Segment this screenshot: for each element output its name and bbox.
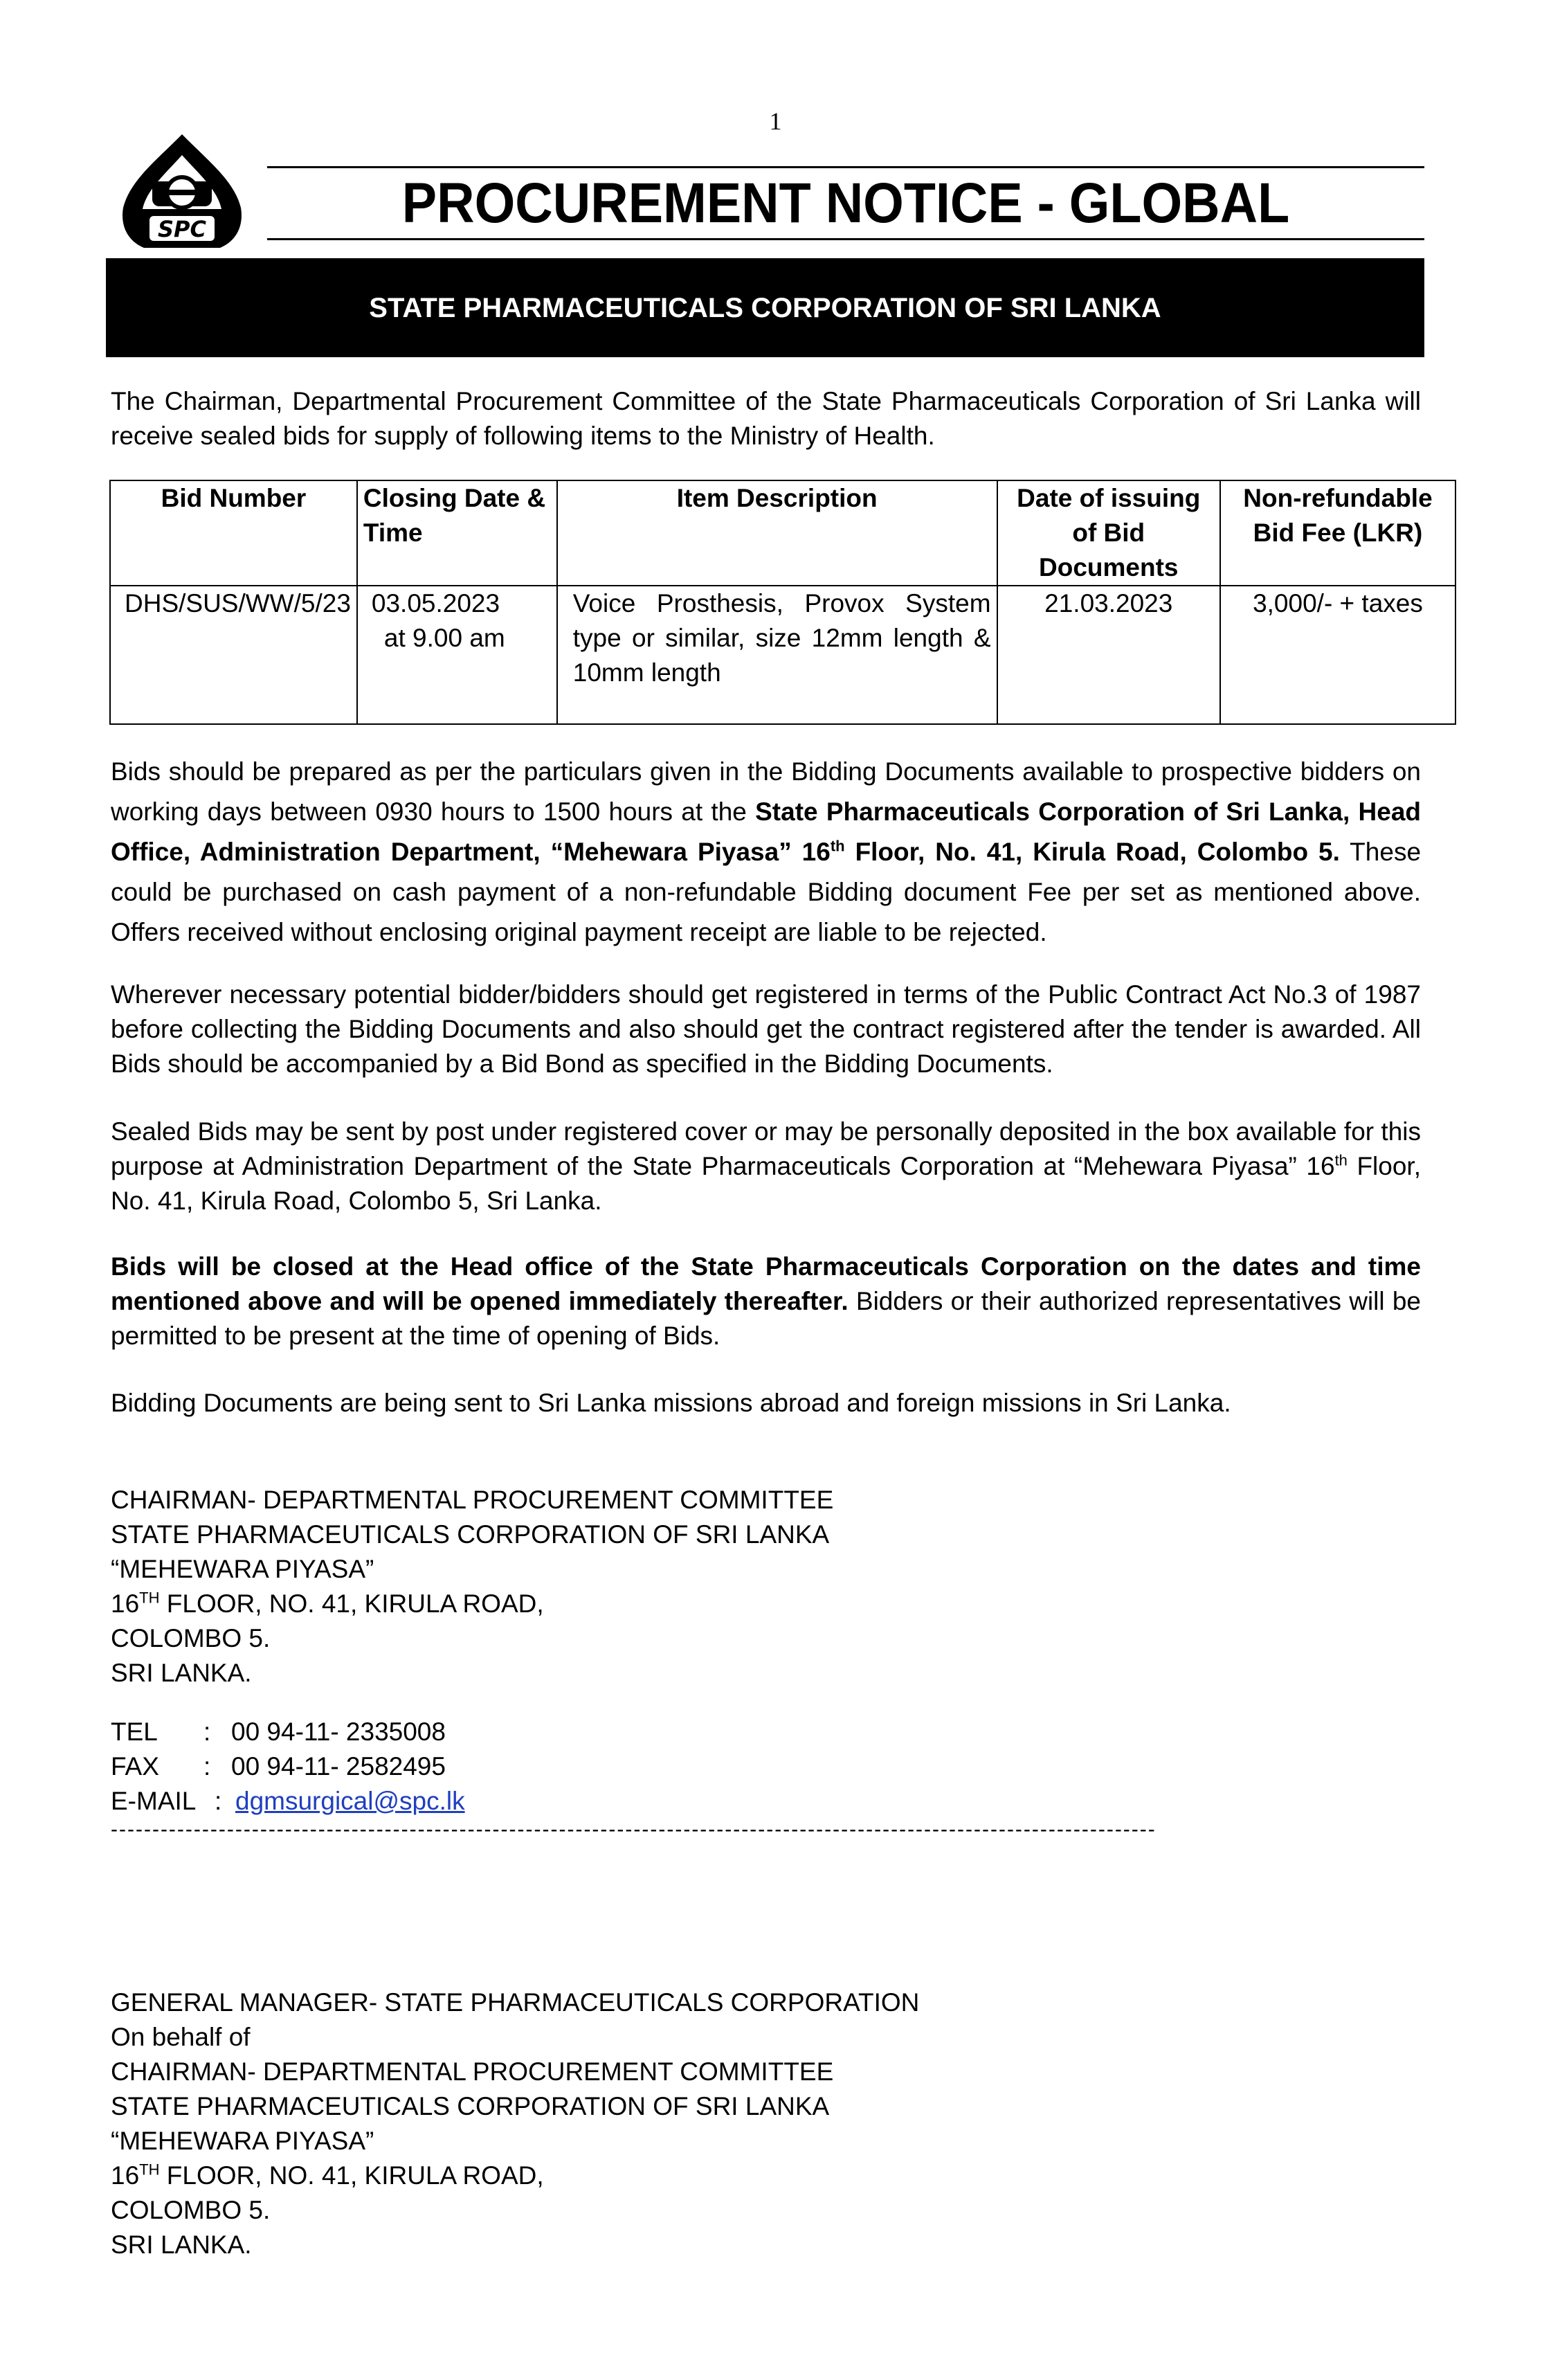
- col-header-fee: Non-refundable Bid Fee (LKR): [1220, 480, 1455, 586]
- logo-text: SPC: [158, 216, 206, 242]
- address-line: CHAIRMAN- DEPARTMENTAL PROCUREMENT COMMITTEE: [111, 2057, 834, 2086]
- para1-sup: th: [830, 837, 845, 855]
- address-line: COLOMBO 5.: [111, 2196, 271, 2224]
- address-floor-sup: TH: [139, 2161, 160, 2179]
- title-rule-bottom: [267, 238, 1424, 240]
- email-link[interactable]: dgmsurgical@spc.lk: [235, 1787, 465, 1815]
- cell-closing: [357, 586, 557, 724]
- email-row: [111, 1784, 465, 1819]
- cell-fee: 3,000/- + taxes: [1220, 586, 1455, 724]
- closing-date: 03.05.2023: [371, 589, 500, 617]
- col-header-issue-date: Date of issuing of Bid Documents: [997, 480, 1220, 586]
- sealed-bids-paragraph: [111, 1115, 1421, 1218]
- table-row: [110, 586, 1455, 724]
- address-block-chairman: [111, 1483, 833, 1691]
- address-floor-rest: FLOOR, NO. 41, KIRULA ROAD,: [159, 1589, 544, 1618]
- spc-logo: [116, 132, 248, 253]
- address-line: [111, 2158, 919, 2193]
- missions-paragraph: [111, 1386, 1421, 1421]
- fax-label: FAX: [111, 1752, 159, 1781]
- intro-paragraph: [111, 384, 1421, 453]
- para4-rest: Bidders or their authorized representatives will be permitted to be present at the time of opening of Bids.: [111, 1287, 1422, 1350]
- col-header-item: Item Description: [557, 480, 997, 586]
- bidding-documents-paragraph: [111, 752, 1421, 953]
- tel-sep: :: [203, 1718, 211, 1746]
- table-header-row: [110, 480, 1455, 586]
- para3-text-a: Sealed Bids may be sent by post under registered cover or may be personally deposited in the box available for this purpose at Administration Department of the State Pharmaceuticals Corporation at “Mehewara Piyasa” 16: [111, 1117, 1421, 1180]
- col-header-closing: Closing Date & Time: [357, 480, 557, 586]
- address-line: “MEHEWARA PIYASA”: [111, 2127, 374, 2155]
- fax-row: [111, 1749, 465, 1784]
- para1-address-bold: State Pharmaceuticals Corporation of Sri Lanka, Head Office, Administration Department, “Mehewara Piyasa” 16: [111, 797, 1421, 866]
- para1-address-bold-2: Floor, No. 41, Kirula Road, Colombo 5.: [844, 838, 1340, 866]
- address-line: On behalf of: [111, 2023, 251, 2051]
- tel-row: [111, 1715, 465, 1749]
- address-line: “MEHEWARA PIYASA”: [111, 1555, 374, 1583]
- address-line: STATE PHARMACEUTICALS CORPORATION OF SRI LANKA: [111, 2092, 830, 2120]
- address-floor-number: 16: [111, 2161, 140, 2190]
- page-title: PROCUREMENT NOTICE - GLOBAL: [401, 172, 1290, 235]
- email-label: E-MAIL: [111, 1787, 197, 1815]
- cell-bid-number: DHS/SUS/WW/5/23: [110, 586, 357, 724]
- organization-banner: STATE PHARMACEUTICALS CORPORATION OF SRI LANKA: [106, 258, 1424, 357]
- title-rule-top: [267, 166, 1424, 168]
- para3-text-b: Floor, No. 41, Kirula Road, Colombo 5, Sri Lanka.: [111, 1152, 1421, 1215]
- cell-issue-date: 21.03.2023: [997, 586, 1220, 724]
- tel-label: TEL: [111, 1718, 158, 1746]
- intro-text: The Chairman, Departmental Procurement Committee of the State Pharmaceuticals Corporation of Sri Lanka will receive sealed bids for supply of following items to the Ministry of Health.: [111, 387, 1421, 450]
- page-number: 1: [769, 107, 782, 135]
- address-floor-sup: TH: [139, 1589, 160, 1607]
- tel-value: 00 94-11- 2335008: [231, 1718, 446, 1746]
- col-header-bid-number: Bid Number: [110, 480, 357, 586]
- closing-time: at 9.00 am: [383, 624, 505, 652]
- address-line: SRI LANKA.: [111, 1659, 252, 1687]
- address-floor-number: 16: [111, 1589, 140, 1618]
- contact-block: [111, 1715, 465, 1819]
- divider-line: ------------------------------------------------------------------------------------------------------------------------------: [111, 1819, 1157, 1840]
- closing-paragraph: [111, 1250, 1421, 1353]
- bids-table: [109, 480, 1456, 725]
- fax-sep: :: [203, 1752, 211, 1781]
- para2-text: Wherever necessary potential bidder/bidders should get registered in terms of the Public Contract Act No.3 of 1987 before collecting the Bidding Documents and also should get the contract registered after the tender is awarded. All Bids should be accompanied by a Bid Bond as specified in the Bidding Documents.: [111, 980, 1421, 1078]
- cell-item-description: Voice Prosthesis, Provox System type or similar, size 12mm length & 10mm length: [557, 586, 997, 724]
- para1-text-a: Bids should be prepared as per the particulars given in the Bidding Documents available to prospective bidders on working days between 0930 hours to 1500 hours at the: [111, 757, 1421, 826]
- para4-bold: Bids will be closed at the Head office of the State Pharmaceuticals Corporation on the dates and time mentioned above and will be opened immediately thereafter.: [111, 1252, 1421, 1315]
- para5-text: Bidding Documents are being sent to Sri Lanka missions abroad and foreign missions in Sri Lanka.: [111, 1389, 1231, 1417]
- address-line: [111, 1587, 833, 1621]
- address-line: GENERAL MANAGER- STATE PHARMACEUTICALS CORPORATION: [111, 1988, 920, 2017]
- address-line: STATE PHARMACEUTICALS CORPORATION OF SRI LANKA: [111, 1520, 830, 1549]
- address-block-general-manager: [111, 1985, 919, 2262]
- registration-paragraph: [111, 977, 1421, 1081]
- para1-text-b: These could be purchased on cash payment of a non-refundable Bidding document Fee per set as mentioned above. Offers received without enclosing original payment receipt are liable to be rejected.: [111, 838, 1422, 946]
- para3-sup: th: [1334, 1151, 1348, 1169]
- email-sep: :: [215, 1787, 222, 1815]
- address-line: COLOMBO 5.: [111, 1624, 271, 1652]
- fax-value: 00 94-11- 2582495: [231, 1752, 446, 1781]
- address-floor-rest: FLOOR, NO. 41, KIRULA ROAD,: [159, 2161, 544, 2190]
- address-line: CHAIRMAN- DEPARTMENTAL PROCUREMENT COMMITTEE: [111, 1486, 834, 1514]
- address-line: SRI LANKA.: [111, 2230, 252, 2259]
